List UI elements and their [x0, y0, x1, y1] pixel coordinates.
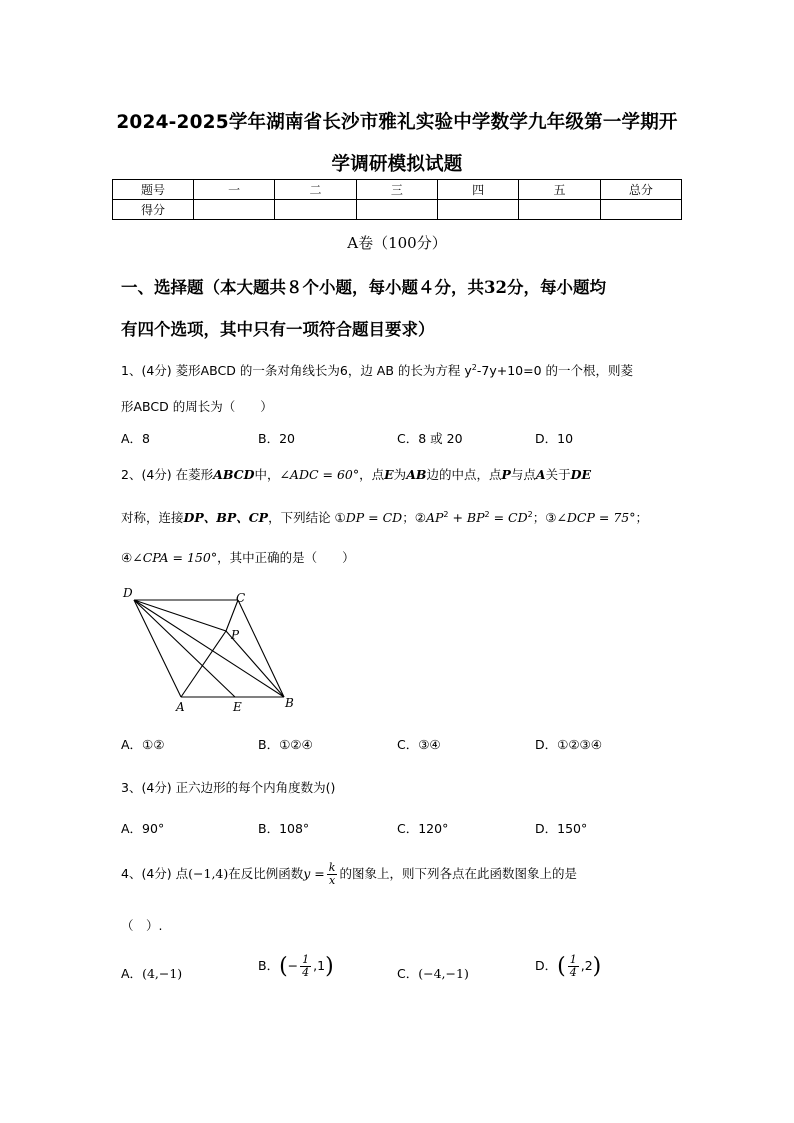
label-d: D: [123, 586, 133, 600]
option-b[interactable]: B．(− $\frac{1}{4}$ ,1): [258, 953, 334, 979]
score-cell: 四: [437, 180, 518, 200]
fraction-one-quarter: $\frac{1}{4}$: [569, 953, 577, 979]
option-a[interactable]: A．8: [121, 431, 151, 446]
score-table: [112, 179, 682, 220]
score-cell: 五: [519, 180, 600, 200]
question-1-text: 1、(4分) 菱形ABCD 的一条对角线长为6，边 AB 的长为方程 $y^2-7y+10=0$ 的一个根，则菱: [121, 362, 633, 378]
question-4-text-line2: （ ）.: [121, 918, 163, 933]
label-b: B: [285, 696, 294, 710]
section-heading-line2: 有四个选项，其中只有一项符合题目要求）: [121, 320, 435, 339]
score-table-score-row: [113, 200, 682, 220]
document-title-line2: 学调研模拟试题: [331, 154, 463, 175]
option-a[interactable]: A．①②: [121, 737, 165, 752]
option-d[interactable]: D．10: [535, 431, 574, 446]
option-a[interactable]: A．(4,−1): [121, 966, 183, 981]
score-cell: 总分: [600, 180, 681, 200]
option-c[interactable]: C．120°: [397, 821, 449, 836]
option-b[interactable]: B．108°: [258, 821, 310, 836]
score-table-header-row: [113, 180, 682, 200]
paper-section-title: A卷（100分）: [347, 234, 447, 252]
score-cell: 二: [275, 180, 356, 200]
score-cell: 三: [356, 180, 437, 200]
option-b[interactable]: B．①②④: [258, 737, 313, 752]
score-blank-cell: [437, 200, 518, 220]
score-blank-cell: [275, 200, 356, 220]
question-4-text: 4、(4分) 点(−1,4)在反比例函数y = $\frac{k}{x}$ 的图象上，则下列各点在此函数图象上的是: [121, 861, 577, 887]
option-d[interactable]: D．( $\frac{1}{4}$ ,2): [535, 953, 602, 979]
option-c[interactable]: C．③④: [397, 737, 441, 752]
question-2-text-line3: ④∠CPA = 150°，其中正确的是（ ）: [121, 550, 355, 565]
option-a[interactable]: A．90°: [121, 821, 165, 836]
segment-dp: [134, 600, 226, 631]
document-title-line1: 2024-2025学年湖南省长沙市雅礼实验中学数学九年级第一学期开: [116, 112, 678, 133]
option-c[interactable]: C．(−4,−1): [397, 966, 469, 981]
rhombus-figure: [118, 584, 308, 714]
question-2-text-line2: 对称，连接DP、BP、CP，下列结论 ①DP = CD；$②AP^2 + BP^2 = CD^2$；③∠DCP = 75°；: [121, 509, 648, 525]
score-blank-cell: [519, 200, 600, 220]
score-cell: 题号: [113, 180, 194, 200]
question-1-text-line2: 形ABCD 的周长为（ ）: [121, 399, 273, 414]
score-cell: 得分: [113, 200, 194, 220]
question-3-text: 3、(4分) 正六边形的每个内角度数为(): [121, 780, 336, 795]
score-blank-cell: [356, 200, 437, 220]
score-blank-cell: [194, 200, 275, 220]
label-e: E: [233, 700, 242, 714]
option-d[interactable]: D．150°: [535, 821, 588, 836]
label-p: P: [231, 628, 240, 642]
question-2-text: 2、(4分) 在菱形ABCD中，∠ADC = 60°，点E为AB边的中点，点P与点A关于DE: [121, 467, 591, 482]
option-c[interactable]: C．8 或 20: [397, 431, 463, 446]
label-c: C: [236, 591, 246, 605]
segment-pa: [181, 631, 226, 697]
section-heading-line1: 一、选择题（本大题共８个小题，每小题４分，共32分，每小题均: [121, 278, 606, 297]
option-d[interactable]: D．①②③④: [535, 737, 602, 752]
fraction-one-quarter: $\frac{1}{4}$: [302, 953, 310, 979]
fraction-k-over-x: $\frac{k}{x}$: [328, 861, 336, 887]
segment-de: [134, 600, 235, 697]
score-cell: 一: [194, 180, 275, 200]
option-b[interactable]: B．20: [258, 431, 295, 446]
label-a: A: [176, 700, 185, 714]
score-blank-cell: [600, 200, 681, 220]
question-4-options: [121, 953, 681, 994]
